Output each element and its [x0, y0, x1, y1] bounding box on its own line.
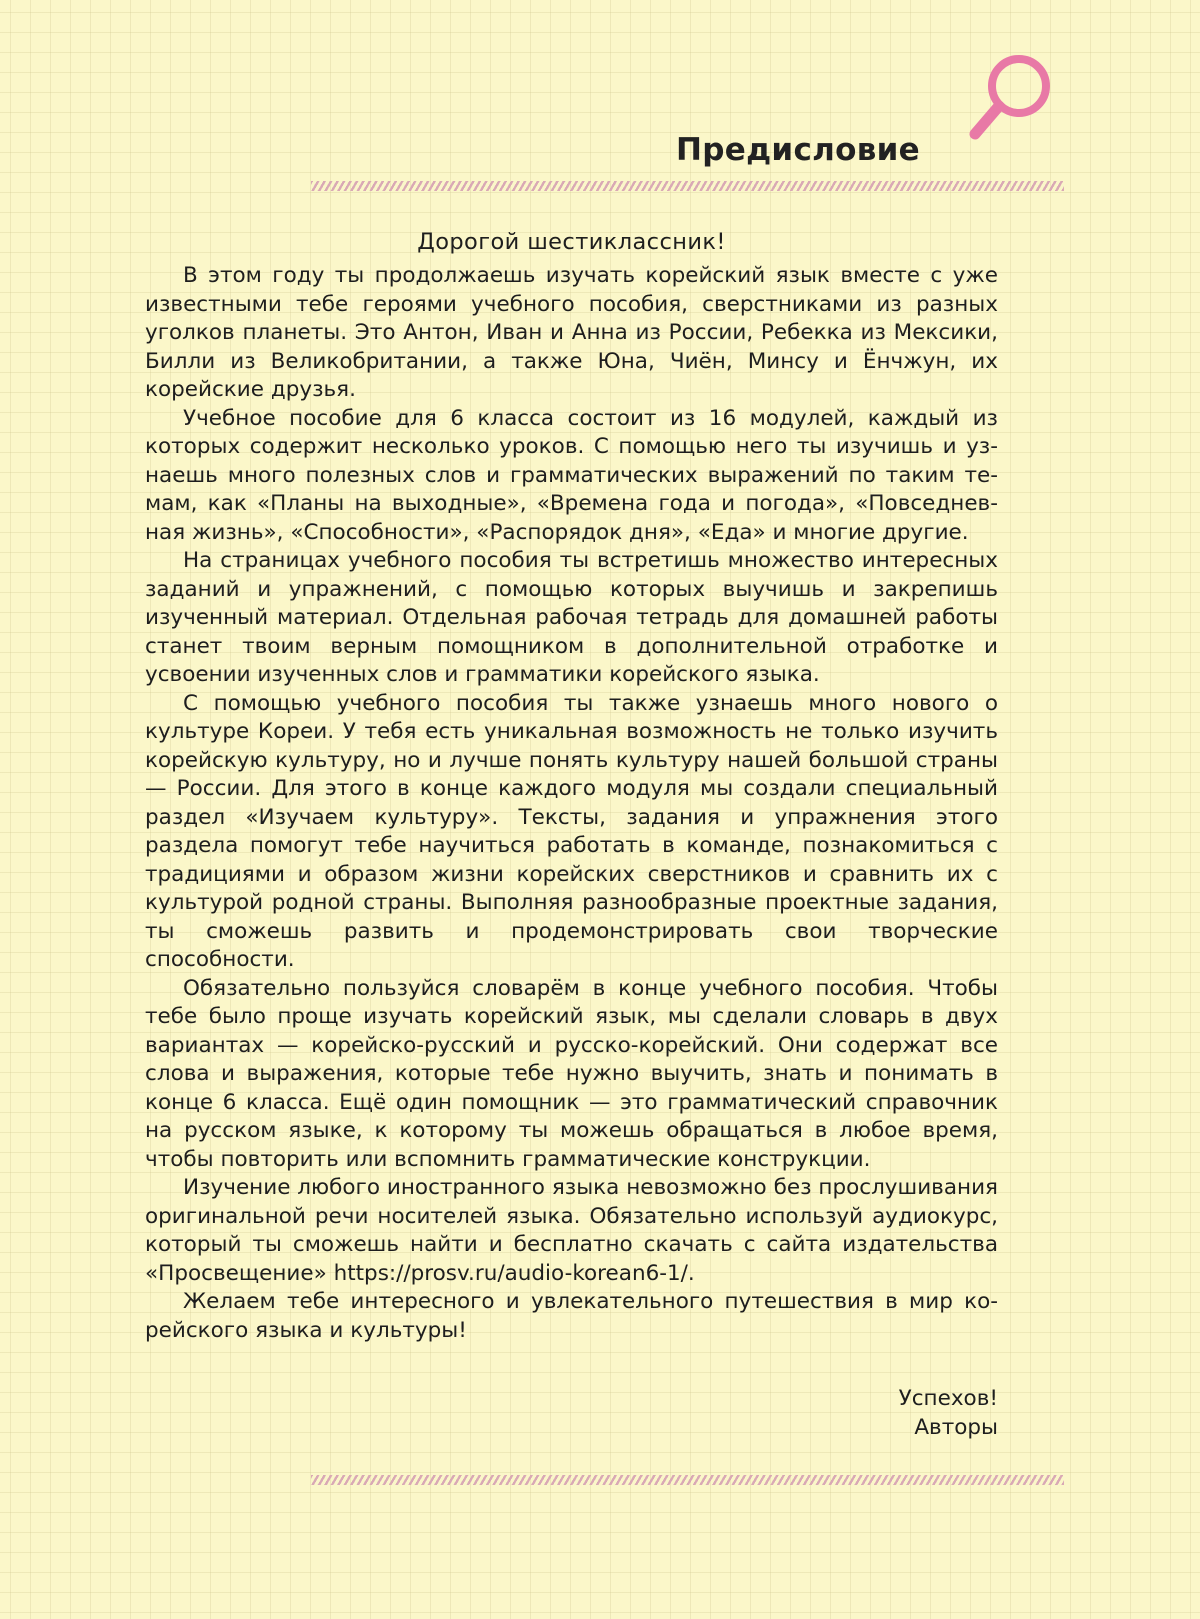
foreword-body	[145, 224, 998, 1442]
paragraph: В этом году ты продолжаешь изучать корейский язык вместе с уже известными тебе героями учебного пособия, сверстниками из разных уголков планеты. Это Антон, Иван и Анна из России, Ребекка из Мексики, Билли из Великобритании, а также Юна, Чиён, Минсу и Ёнчжун, их корейские друзья.	[145, 263, 998, 402]
paragraph: На страницах учебного пособия ты встретишь множество интересных заданий и упражнений, с помощью которых выучишь и закрепишь изученный материал. Отдельная рабочая тетрадь для домашней работы станет твоим верным помощником в дополнительной отработке и усвоении изученных слов и грамматики корейского языка.	[145, 548, 998, 687]
authors-signature: Авторы	[914, 1414, 998, 1440]
bottom-decorative-divider	[311, 1475, 1064, 1485]
closing-wish: Успехов!	[898, 1386, 998, 1411]
closing-signature	[145, 1385, 998, 1442]
paragraph: Обязательно пользуйся словарём в конце учебного пособия. Чтобы тебе было проще изучать корейский язык, мы сделали словарь в двух вариантах — корейско-русский и русско-корейский. Они содержат все слова и выражения, которые тебе нужно выучить, знать и понимать в конце 6 класса. Ещё один помощник — это грамматический справочник на русском языке, к которому ты можешь обращаться в любое время, чтобы повторить или вспомнить грамматические конструкции.	[145, 975, 998, 1172]
paragraph: Желаем тебе интересного и увлекательного путешествия в мир корейского языка и культуры!	[145, 1289, 998, 1343]
greeting-heading: Дорогой шестиклассник!	[417, 229, 726, 255]
page-title: Предисловие	[676, 132, 920, 168]
paragraph: Учебное пособие для 6 класса состоит из 16 модулей, каждый из которых содержит несколько уроков. С помощью него ты изучишь и узнаешь много полезных слов и грамматических выражений по таким темам, как «Планы на выходные», «Времена года и погода», «Повседневная жизнь», «Способности», «Распорядок дня», «Еда» и многие другие.	[145, 405, 998, 545]
top-decorative-divider	[311, 181, 1064, 191]
paragraph: Изучение любого иностранного языка невозможно без прослушивания оригинальной речи носителей языка. Обязательно используй аудиокурс, который ты сможешь найти и бесплатно скачать с сайта издательства «Просвещение» https://prosv.ru/audio-korean6-1/.	[145, 1175, 998, 1286]
magnifier-icon	[966, 50, 1078, 150]
paragraph: С помощью учебного пособия ты также узнаешь много нового о культуре Кореи. У тебя есть уникальная возможность не только изучить корейскую культуру, но и лучше понять культуру нашей большой страны — России. Для этого в конце каждого модуля мы создали специальный раздел «Изучаем культуру». Тексты, задания и упражнения этого раздела помогут тебе научиться работать в команде, познакомиться с традициями и образом жизни корейских сверстников и сравнить их с культурой родной страны. Выполняя разнообразные проектные задания, ты сможешь развить и продемонстрировать свои творческие способности.	[145, 690, 998, 972]
